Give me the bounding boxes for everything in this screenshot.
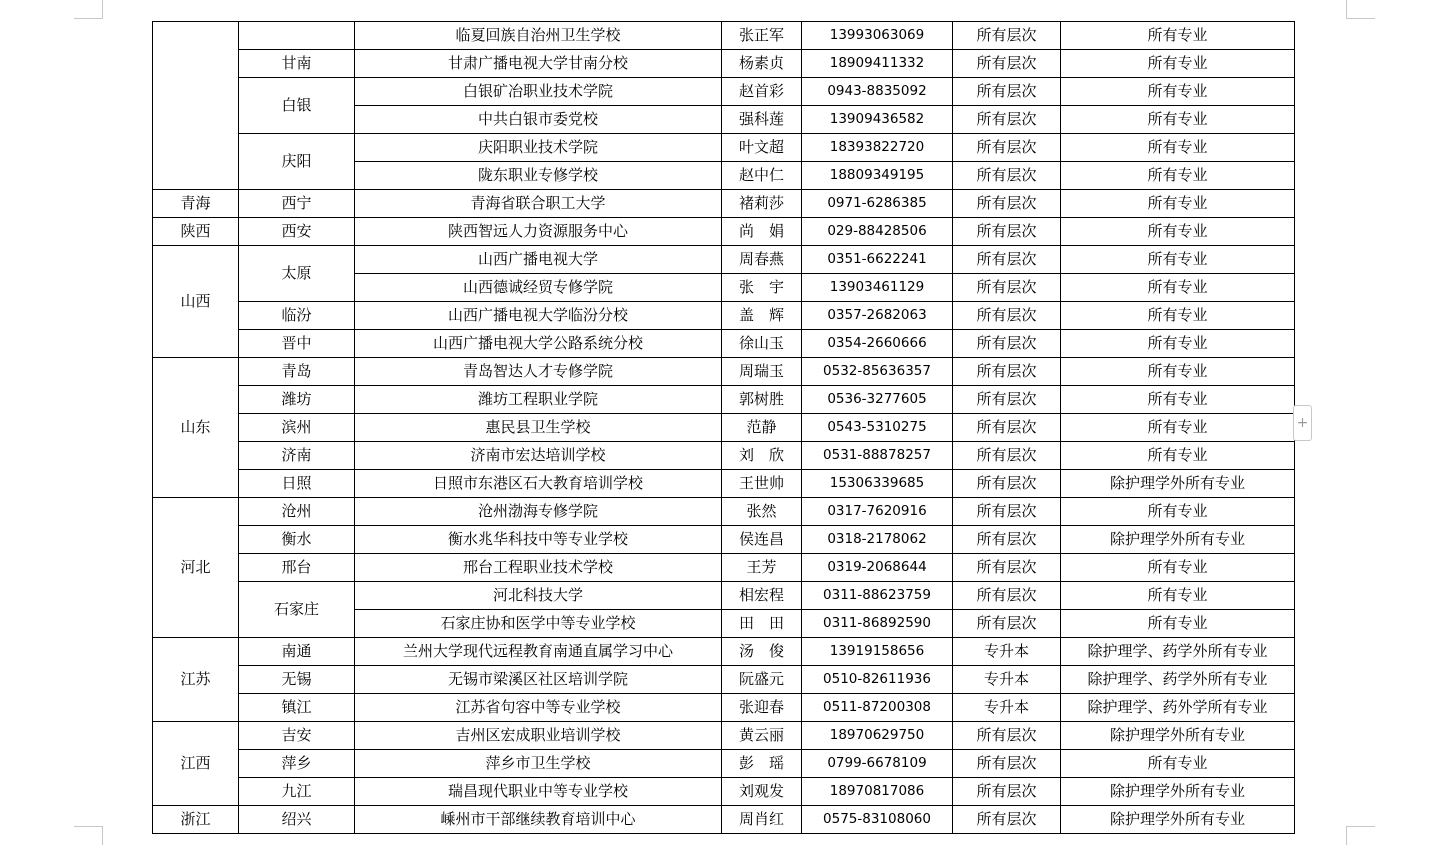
majors-cell: 除护理学外所有专业	[1061, 778, 1295, 806]
contact-cell: 赵中仁	[722, 162, 802, 190]
table-row	[153, 582, 1295, 610]
phone-cell: 15306339685	[802, 470, 953, 498]
table-row	[153, 22, 1295, 50]
contact-cell: 刘观发	[722, 778, 802, 806]
phone-cell: 0510-82611936	[802, 666, 953, 694]
institution-cell: 嵊州市干部继续教育培训中心	[355, 806, 722, 834]
level-cell: 所有层次	[953, 190, 1061, 218]
table-row	[153, 414, 1295, 442]
city-cell: 庆阳	[239, 134, 355, 190]
institution-cell: 无锡市梁溪区社区培训学院	[355, 666, 722, 694]
page-corner-mark-top-right	[1346, 0, 1375, 19]
city-cell: 甘南	[239, 50, 355, 78]
phone-cell: 18970629750	[802, 722, 953, 750]
level-cell: 所有层次	[953, 498, 1061, 526]
majors-cell: 所有专业	[1061, 78, 1295, 106]
level-cell: 所有层次	[953, 526, 1061, 554]
table-row	[153, 134, 1295, 162]
majors-cell: 除护理学外所有专业	[1061, 526, 1295, 554]
contact-cell: 郭树胜	[722, 386, 802, 414]
majors-cell: 所有专业	[1061, 50, 1295, 78]
majors-cell: 除护理学、药学外所有专业	[1061, 638, 1295, 666]
level-cell: 所有层次	[953, 22, 1061, 50]
institution-cell: 山西德诚经贸专修学院	[355, 274, 722, 302]
majors-cell: 所有专业	[1061, 134, 1295, 162]
province-cell: 陕西	[153, 218, 239, 246]
level-cell: 所有层次	[953, 218, 1061, 246]
contact-cell: 田 田	[722, 610, 802, 638]
majors-cell: 所有专业	[1061, 246, 1295, 274]
phone-cell: 0354-2660666	[802, 330, 953, 358]
level-cell: 所有层次	[953, 386, 1061, 414]
table-row	[153, 694, 1295, 722]
province-cell: 河北	[153, 498, 239, 638]
phone-cell: 0943-8835092	[802, 78, 953, 106]
majors-cell: 所有专业	[1061, 302, 1295, 330]
institution-cell: 兰州大学现代远程教育南通直属学习中心	[355, 638, 722, 666]
city-cell: 绍兴	[239, 806, 355, 834]
institution-cell: 石家庄协和医学中等专业学校	[355, 610, 722, 638]
level-cell: 所有层次	[953, 358, 1061, 386]
majors-cell: 所有专业	[1061, 386, 1295, 414]
institution-cell: 潍坊工程职业学院	[355, 386, 722, 414]
institution-cell: 日照市东港区石大教育培训学校	[355, 470, 722, 498]
phone-cell: 18970817086	[802, 778, 953, 806]
city-cell: 沧州	[239, 498, 355, 526]
table-row	[153, 330, 1295, 358]
majors-cell: 所有专业	[1061, 218, 1295, 246]
majors-cell: 所有专业	[1061, 106, 1295, 134]
phone-cell: 0971-6286385	[802, 190, 953, 218]
city-cell: 石家庄	[239, 582, 355, 638]
majors-cell: 除护理学外所有专业	[1061, 806, 1295, 834]
table-row	[153, 806, 1295, 834]
institution-cell: 吉州区宏成职业培训学校	[355, 722, 722, 750]
table-row	[153, 526, 1295, 554]
contact-cell: 周瑞玉	[722, 358, 802, 386]
city-cell: 晋中	[239, 330, 355, 358]
contact-cell: 尚 娟	[722, 218, 802, 246]
table-row	[153, 78, 1295, 106]
contact-cell: 张正军	[722, 22, 802, 50]
phone-cell: 0532-85636357	[802, 358, 953, 386]
province-cell: 山西	[153, 246, 239, 358]
province-cell	[153, 22, 239, 190]
majors-cell: 除护理学外所有专业	[1061, 722, 1295, 750]
institution-cell: 山西广播电视大学	[355, 246, 722, 274]
contact-cell: 张然	[722, 498, 802, 526]
institution-cell: 临夏回族自治州卫生学校	[355, 22, 722, 50]
contact-cell: 强科莲	[722, 106, 802, 134]
contact-cell: 张 宇	[722, 274, 802, 302]
majors-cell: 除护理学、药学外所有专业	[1061, 666, 1295, 694]
city-cell: 白银	[239, 78, 355, 134]
majors-cell: 除护理学外所有专业	[1061, 470, 1295, 498]
contact-cell: 周春燕	[722, 246, 802, 274]
phone-cell: 13903461129	[802, 274, 953, 302]
level-cell: 所有层次	[953, 162, 1061, 190]
table-row	[153, 778, 1295, 806]
contact-cell: 彭 瑶	[722, 750, 802, 778]
institution-cell: 惠民县卫生学校	[355, 414, 722, 442]
phone-cell: 0511-87200308	[802, 694, 953, 722]
majors-cell: 所有专业	[1061, 274, 1295, 302]
level-cell: 所有层次	[953, 246, 1061, 274]
level-cell: 专升本	[953, 638, 1061, 666]
level-cell: 所有层次	[953, 442, 1061, 470]
add-row-button[interactable]: +	[1293, 405, 1312, 441]
institution-cell: 瑞昌现代职业中等专业学校	[355, 778, 722, 806]
level-cell: 所有层次	[953, 778, 1061, 806]
contact-cell: 张迎春	[722, 694, 802, 722]
majors-cell: 所有专业	[1061, 750, 1295, 778]
table-body	[153, 22, 1295, 834]
contact-cell: 盖 辉	[722, 302, 802, 330]
majors-cell: 所有专业	[1061, 554, 1295, 582]
institution-cell: 庆阳职业技术学院	[355, 134, 722, 162]
city-cell: 无锡	[239, 666, 355, 694]
phone-cell: 0351-6622241	[802, 246, 953, 274]
table-row	[153, 218, 1295, 246]
city-cell: 西安	[239, 218, 355, 246]
phone-cell: 0531-88878257	[802, 442, 953, 470]
phone-cell: 18393822720	[802, 134, 953, 162]
contact-cell: 周肖红	[722, 806, 802, 834]
table-row	[153, 498, 1295, 526]
city-cell: 济南	[239, 442, 355, 470]
city-cell: 九江	[239, 778, 355, 806]
level-cell: 专升本	[953, 694, 1061, 722]
contact-cell: 汤 俊	[722, 638, 802, 666]
city-cell: 南通	[239, 638, 355, 666]
phone-cell: 0536-3277605	[802, 386, 953, 414]
contact-cell: 刘 欣	[722, 442, 802, 470]
institution-cell: 青岛智达人才专修学院	[355, 358, 722, 386]
city-cell: 青岛	[239, 358, 355, 386]
level-cell: 所有层次	[953, 134, 1061, 162]
page-corner-mark-bottom-right	[1346, 826, 1375, 845]
contact-cell: 褚莉莎	[722, 190, 802, 218]
level-cell: 所有层次	[953, 106, 1061, 134]
table-row	[153, 386, 1295, 414]
phone-cell: 0357-2682063	[802, 302, 953, 330]
institution-cell: 山西广播电视大学公路系统分校	[355, 330, 722, 358]
level-cell: 所有层次	[953, 330, 1061, 358]
city-cell: 西宁	[239, 190, 355, 218]
level-cell: 所有层次	[953, 302, 1061, 330]
table-row	[153, 358, 1295, 386]
institution-cell: 陇东职业专修学校	[355, 162, 722, 190]
phone-cell: 18809349195	[802, 162, 953, 190]
level-cell: 所有层次	[953, 470, 1061, 498]
phone-cell: 0543-5310275	[802, 414, 953, 442]
level-cell: 专升本	[953, 666, 1061, 694]
contact-cell: 王芳	[722, 554, 802, 582]
contact-cell: 相宏程	[722, 582, 802, 610]
contact-cell: 王世帅	[722, 470, 802, 498]
level-cell: 所有层次	[953, 582, 1061, 610]
institution-cell: 江苏省句容中等专业学校	[355, 694, 722, 722]
majors-cell: 所有专业	[1061, 162, 1295, 190]
table-row	[153, 722, 1295, 750]
table-row	[153, 554, 1295, 582]
city-cell: 日照	[239, 470, 355, 498]
city-cell: 邢台	[239, 554, 355, 582]
contact-cell: 叶文超	[722, 134, 802, 162]
province-cell: 山东	[153, 358, 239, 498]
majors-cell: 所有专业	[1061, 442, 1295, 470]
institution-cell: 中共白银市委党校	[355, 106, 722, 134]
city-cell: 衡水	[239, 526, 355, 554]
phone-cell: 0575-83108060	[802, 806, 953, 834]
city-cell: 临汾	[239, 302, 355, 330]
level-cell: 所有层次	[953, 806, 1061, 834]
phone-cell: 0319-2068644	[802, 554, 953, 582]
city-cell: 太原	[239, 246, 355, 302]
province-cell: 青海	[153, 190, 239, 218]
majors-cell: 所有专业	[1061, 498, 1295, 526]
phone-cell: 0318-2178062	[802, 526, 953, 554]
institution-cell: 青海省联合职工大学	[355, 190, 722, 218]
contact-cell: 赵首彩	[722, 78, 802, 106]
level-cell: 所有层次	[953, 78, 1061, 106]
contact-cell: 范静	[722, 414, 802, 442]
majors-cell: 所有专业	[1061, 582, 1295, 610]
city-cell: 镇江	[239, 694, 355, 722]
institution-cell: 陕西智远人力资源服务中心	[355, 218, 722, 246]
table-row	[153, 442, 1295, 470]
page-corner-mark-top-left	[74, 0, 103, 19]
institution-cell: 沧州渤海专修学院	[355, 498, 722, 526]
majors-cell: 所有专业	[1061, 610, 1295, 638]
majors-cell: 所有专业	[1061, 330, 1295, 358]
contact-cell: 徐山玉	[722, 330, 802, 358]
phone-cell: 0311-88623759	[802, 582, 953, 610]
table-row	[153, 470, 1295, 498]
contact-cell: 阮盛元	[722, 666, 802, 694]
table-row	[153, 246, 1295, 274]
majors-cell: 所有专业	[1061, 190, 1295, 218]
page-corner-mark-bottom-left	[74, 826, 103, 845]
city-cell: 萍乡	[239, 750, 355, 778]
majors-cell: 除护理学、药外学所有专业	[1061, 694, 1295, 722]
phone-cell: 0799-6678109	[802, 750, 953, 778]
institution-cell: 邢台工程职业技术学校	[355, 554, 722, 582]
phone-cell: 0317-7620916	[802, 498, 953, 526]
contact-cell: 侯连昌	[722, 526, 802, 554]
study-center-table	[152, 21, 1295, 834]
level-cell: 所有层次	[953, 274, 1061, 302]
phone-cell: 029-88428506	[802, 218, 953, 246]
city-cell: 潍坊	[239, 386, 355, 414]
level-cell: 所有层次	[953, 554, 1061, 582]
institution-cell: 济南市宏达培训学校	[355, 442, 722, 470]
phone-cell: 18909411332	[802, 50, 953, 78]
level-cell: 所有层次	[953, 750, 1061, 778]
institution-cell: 山西广播电视大学临汾分校	[355, 302, 722, 330]
table-row	[153, 750, 1295, 778]
majors-cell: 所有专业	[1061, 358, 1295, 386]
level-cell: 所有层次	[953, 414, 1061, 442]
phone-cell: 0311-86892590	[802, 610, 953, 638]
level-cell: 所有层次	[953, 610, 1061, 638]
institution-cell: 白银矿冶职业技术学院	[355, 78, 722, 106]
province-cell: 江西	[153, 722, 239, 806]
majors-cell: 所有专业	[1061, 22, 1295, 50]
table-row	[153, 302, 1295, 330]
level-cell: 所有层次	[953, 722, 1061, 750]
phone-cell: 13919158656	[802, 638, 953, 666]
majors-cell: 所有专业	[1061, 414, 1295, 442]
phone-cell: 13909436582	[802, 106, 953, 134]
institution-cell: 河北科技大学	[355, 582, 722, 610]
province-cell: 浙江	[153, 806, 239, 834]
city-cell: 滨州	[239, 414, 355, 442]
level-cell: 所有层次	[953, 50, 1061, 78]
city-cell	[239, 22, 355, 50]
table-row	[153, 638, 1295, 666]
table-row	[153, 666, 1295, 694]
contact-cell: 杨素贞	[722, 50, 802, 78]
institution-cell: 衡水兆华科技中等专业学校	[355, 526, 722, 554]
table-row	[153, 50, 1295, 78]
contact-cell: 黄云丽	[722, 722, 802, 750]
city-cell: 吉安	[239, 722, 355, 750]
institution-cell: 甘肃广播电视大学甘南分校	[355, 50, 722, 78]
province-cell: 江苏	[153, 638, 239, 722]
institution-cell: 萍乡市卫生学校	[355, 750, 722, 778]
table-row	[153, 190, 1295, 218]
phone-cell: 13993063069	[802, 22, 953, 50]
